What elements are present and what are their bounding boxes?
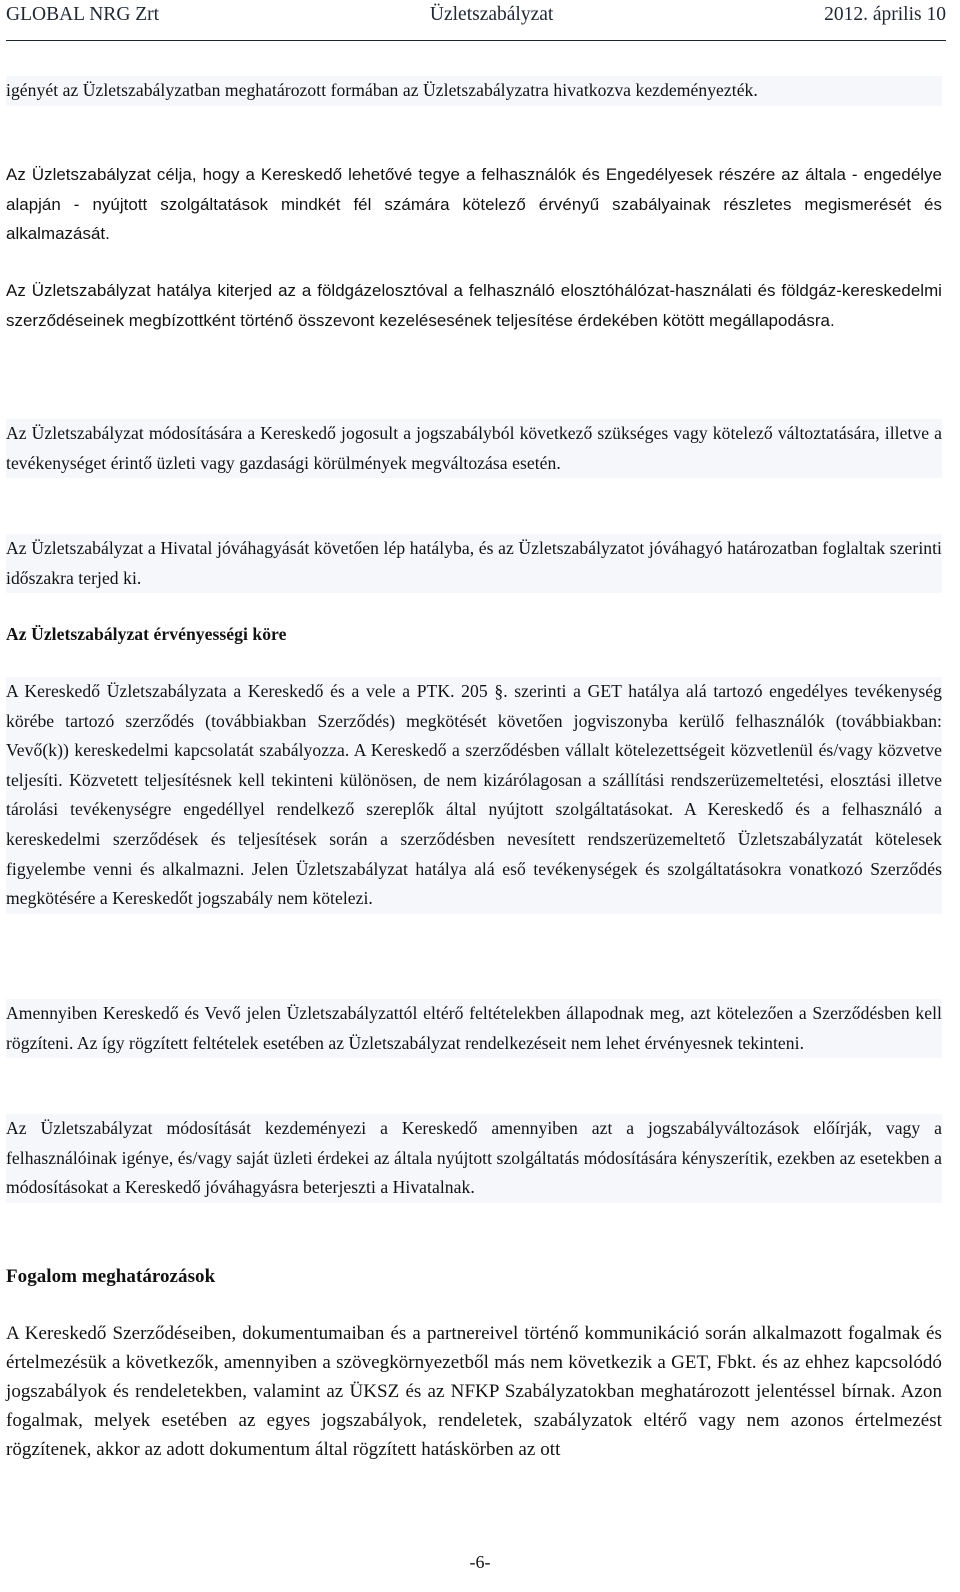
paragraph-validity: A Kereskedő Üzletszabályzata a Kereskedő és a vele a PTK. 205 §. szerinti a GET hatálya alá tartozó engedélyes tevékenység körébe tartozó szerződés (továbbiakban Szerződés) megkötését követően jogviszonyba kerülő felhasználók (továbbiakban: Vevő(k)) kereskedelmi kapcsolatát szabályozza. A Kereskedő a szerződésben vállalt kötelezettségeit közvetlenül és/vagy közvetve teljesíti. Közvetett teljesítésnek kell tekinteni különösen, de nem kizárólagosan a szállítási rendszerüzemeltetési, elosztási illetve tárolási tevékenységre engedéllyel rendelkező szereplők által nyújtott szolgáltatásokat. A Kereskedő és a felhasználó a kereskedelmi szerződések és teljesítések során a szerződésben nevesített rendszerüzemeltető Üzletszabályzatát kötelesek figyelembe venni és alkalmazni. Jelen Üzletszabályzat hatálya alá eső tevékenységek és szolgáltatásokra vonatkozó Szerződés megkötésére a Kereskedőt jogszabály nem kötelezi.: [6, 677, 942, 914]
paragraph-approval: Az Üzletszabályzat a Hivatal jóváhagyását követően lép hatályba, és az Üzletszabályzatot jóváhagyó határozatban foglaltak szerinti időszakra terjed ki.: [6, 534, 942, 593]
section-heading-validity: Az Üzletszabályzat érvényességi köre: [6, 624, 287, 644]
paragraph-definitions: A Kereskedő Szerződéseiben, dokumentumaiban és a partnereivel történő kommunikáció során alkalmazott fogalmak és értelmezésük a következők, amennyiben a szövegkörnyezetből más nem következik a GET, Fbkt. és az ehhez kapcsolódó jogszabályok és rendeletekben, valamint az ÜKSZ és az NFKP Szabályzatokban meghatározott jelentéssel bírnak. Azon fogalmak, melyek esetében az egyes jogszabályok, rendeletek, szabályzatok eltérő vagy nem azonos értelmezést rögzítenek, akkor az adott dokumentum által rögzített hatáskörben az ott: [6, 1323, 942, 1460]
page-number: -6-: [469, 1552, 491, 1572]
header-company: GLOBAL NRG Zrt: [6, 4, 160, 25]
paragraph-amendment: Az Üzletszabályzat módosítását kezdeményezi a Kereskedő amennyiben azt a jogszabályváltozások előírják, vagy a felhasználóinak igénye, és/vagy saját üzleti érdekei az általa nyújtott szolgáltatás módosítására kényszerítik, ezekben az esetekben a módosításokat a Kereskedő jóváhagyásra beterjeszti a Hivatalnak.: [6, 1114, 942, 1203]
paragraph-purpose: Az Üzletszabályzat célja, hogy a Kereskedő lehetővé tegye a felhasználók és Engedélyesek részére az általa - engedélye alapján - nyújtott szolgáltatások mindkét fél számára kötelező érvényű szabályainak részletes megismerését és alkalmazását.: [6, 165, 942, 244]
header-title: Üzletszabályzat: [429, 4, 554, 25]
paragraph-modification: Az Üzletszabályzat módosítására a Kereskedő jogosult a jogszabályból következő szükséges vagy kötelező változtatására, illetve a tevékenységet érintő üzleti vagy gazdasági körülmények megváltozása esetén.: [6, 419, 942, 478]
section-heading-definitions: Fogalom meghatározások: [6, 1266, 216, 1287]
header-date: 2012. április 10: [824, 4, 946, 25]
page-header: [6, 0, 946, 41]
paragraph-1: igényét az Üzletszabályzatban meghatározott formában az Üzletszabályzatra hivatkozva kezdeményezték.: [6, 76, 942, 106]
paragraph-scope: Az Üzletszabályzat hatálya kiterjed az a földgázelosztóval a felhasználó elosztóhálózat-használati és földgáz-kereskedelmi szerződéseinek megbízottként történő összevont kezelésesének teljesítése érdekében kötött megállapodásra.: [6, 281, 942, 330]
paragraph-deviation: Amennyiben Kereskedő és Vevő jelen Üzletszabályzattól eltérő feltételekben állapodnak meg, azt kötelezően a Szerződésben kell rögzíteni. Az így rögzített feltételek esetében az Üzletszabályzat rendelkezéseit nem lehet érvényesnek tekinteni.: [6, 999, 942, 1058]
